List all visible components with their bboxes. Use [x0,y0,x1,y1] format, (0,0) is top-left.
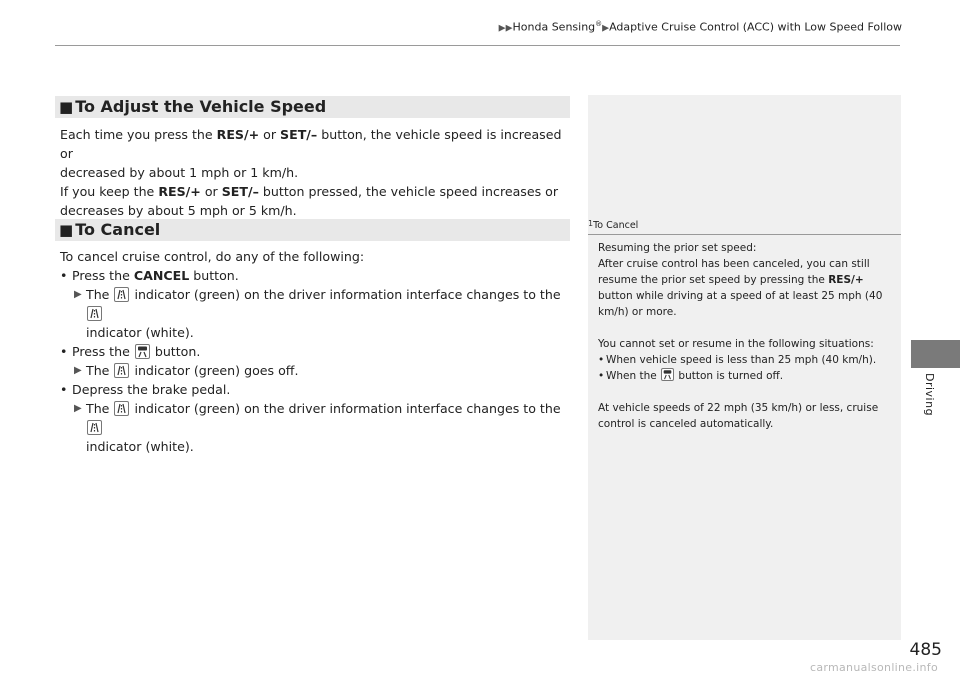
paragraph: To cancel cruise control, do any of the following: [60,249,365,264]
cruise-main-button-icon [661,368,674,381]
sidebar-line: After cruise control has been canceled, you can still [598,258,870,270]
list-item: • Depress the brake pedal. [60,380,570,399]
square-bullet-icon: ■ [59,221,74,239]
section-title: To Cancel [75,220,161,239]
triangle-bullet-icon: ▶ [74,289,82,300]
sidebar-line: button while driving at a speed of at least 25 mph (40 [598,290,883,302]
paragraph: decreases by about 5 mph or 5 km/h. [60,203,297,218]
sidebar-line: You cannot set or resume in the following situations: [598,338,874,350]
watermark: carmanualsonline.info [809,661,938,674]
acc-indicator-icon [87,420,102,435]
chapter-tab [911,340,960,368]
sub-item-continued: indicator (white). [86,325,194,340]
breadcrumb-item-honda-sensing: Honda Sensing [512,20,596,34]
breadcrumb [499,20,902,34]
acc-indicator-icon [114,363,129,378]
list-item: • Press the button. [60,342,570,361]
cruise-main-button-icon [135,344,150,359]
sub-item: ▶ The indicator (green) on the driver information interface changes to the [60,399,570,437]
square-bullet-icon: ■ [59,98,74,116]
sidebar-text [598,240,898,432]
section-heading-adjust-speed [55,96,570,118]
sidebar-line: Resuming the prior set speed: [598,242,757,254]
sidebar-line: At vehicle speeds of 22 mph (35 km/h) or less, cruise [598,402,879,414]
paragraph: decreased by about 1 mph or 1 km/h. [60,165,299,180]
sub-item-continued: indicator (white). [86,439,194,454]
acc-indicator-icon [114,287,129,302]
reference-number: 1 [588,219,594,228]
sub-item: ▶ The indicator (green) goes off. [74,363,299,378]
triangle-bullet-icon: ▶ [74,365,82,376]
section-heading-cancel [55,219,570,241]
sidebar-title-text: To Cancel [593,220,639,231]
page-number: 485 [909,640,942,660]
registered-mark: ® [595,20,603,28]
arrow-icon: ▶▶ [498,23,513,34]
sidebar-bullet: • When vehicle speed is less than 25 mph (40 km/h). [598,352,898,368]
sub-item: ▶ The indicator (green) on the driver information interface changes to the [60,285,570,323]
paragraph: If you keep the RES/+ or SET/– button pressed, the vehicle speed increases or [60,184,559,199]
sidebar-line: resume the prior set speed by pressing the RES/+ [598,274,864,286]
sidebar-bullet: • When the button is turned off. [598,368,898,384]
list-item: • Press the CANCEL button. [60,266,570,285]
sidebar-title [588,219,901,235]
header-divider [55,45,900,46]
breadcrumb-item-acc: Adaptive Cruise Control (ACC) with Low Speed Follow [609,20,902,34]
arrow-icon: ▶ [602,23,610,34]
sidebar-line: control is canceled automatically. [598,418,774,430]
section-title: To Adjust the Vehicle Speed [75,97,327,116]
acc-indicator-icon [87,306,102,321]
paragraph: Each time you press the RES/+ or SET/– button, the vehicle speed is increased or [60,127,562,161]
sidebar-line: km/h) or more. [598,306,677,318]
chapter-label: Driving [923,373,936,417]
triangle-bullet-icon: ▶ [74,403,82,414]
adjust-speed-body [60,125,570,220]
cancel-body [60,247,570,456]
acc-indicator-icon [114,401,129,416]
